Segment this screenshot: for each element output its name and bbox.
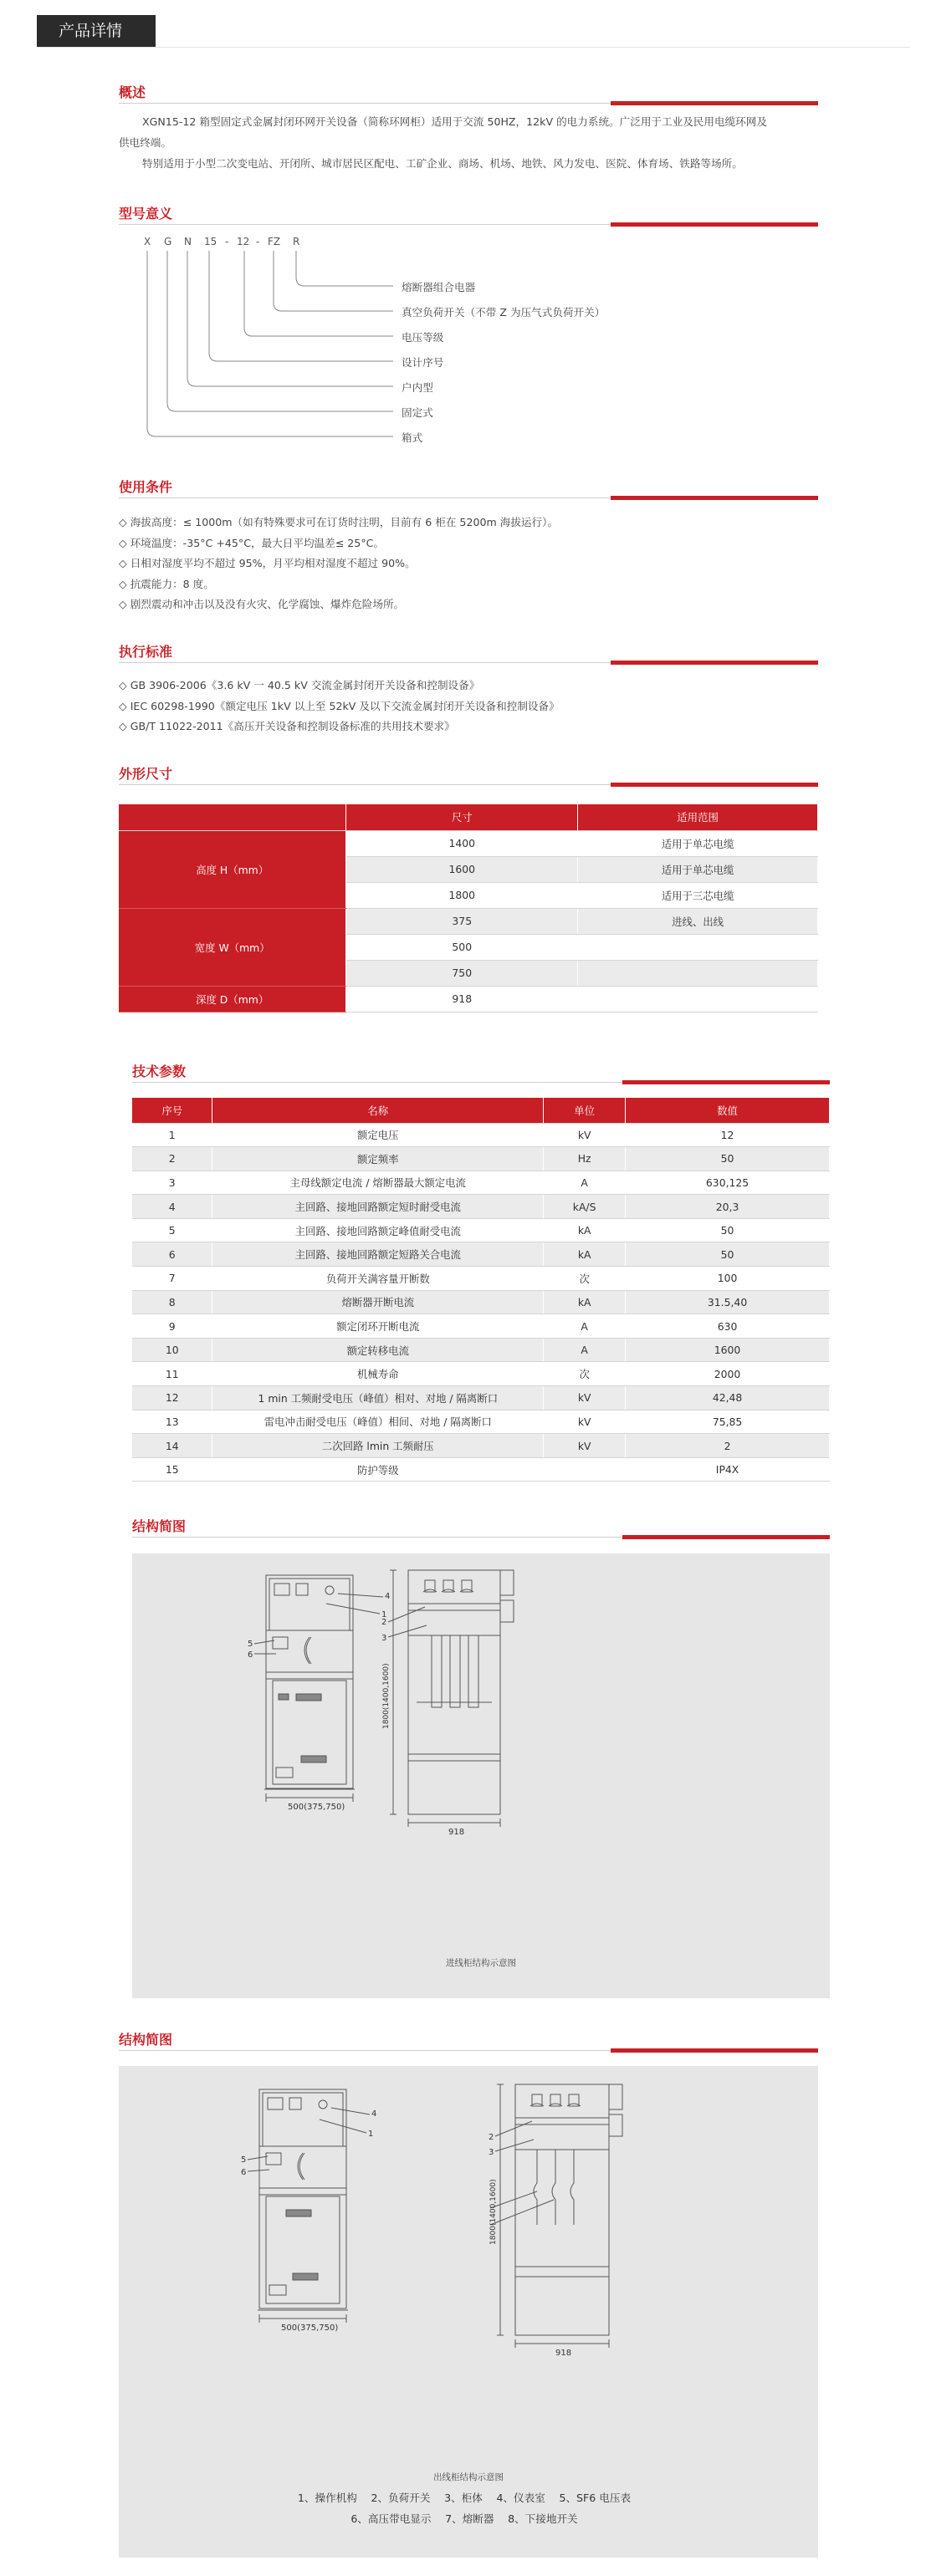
- section-title: 执行标准: [119, 644, 173, 660]
- section-title: 结构简图: [132, 1518, 187, 1534]
- depth-dimension: 918: [555, 2349, 572, 2358]
- table-header-cell: 尺寸: [346, 804, 578, 830]
- table-cell: 雷电冲击耐受电压（峰值）相间、对地 / 隔离断口: [212, 1410, 544, 1434]
- list-item: ◇ 抗震能力：8 度。: [119, 577, 214, 590]
- table-cell: 主回路、接地回路额定短路关合电流: [212, 1242, 544, 1267]
- table-cell: [578, 934, 818, 960]
- table-cell: 31.5,40: [626, 1290, 830, 1314]
- table-cell: kA: [544, 1290, 626, 1314]
- table-cell: [578, 960, 818, 986]
- table-cell: 42,48: [626, 1386, 830, 1410]
- table-cell: 次: [544, 1362, 626, 1386]
- overview-paragraph-1-cont: 供电终端。: [119, 136, 171, 149]
- model-letter: G: [164, 236, 172, 247]
- table-cell: 5: [132, 1218, 212, 1242]
- list-item: ◇ 日相对湿度平均不超过 95%，月平均相对湿度不超过 90%。: [119, 557, 416, 570]
- structure2-diagram-panel: [119, 2066, 818, 2558]
- model-letter: N: [184, 236, 192, 247]
- table-row: [132, 1123, 830, 1147]
- table-cell: 二次回路 lmin 工频耐压: [212, 1434, 544, 1458]
- table-cell: 630: [626, 1314, 830, 1339]
- section-title: 概述: [119, 84, 146, 100]
- table-cell: kA: [544, 1242, 626, 1267]
- table-cell: 50: [626, 1147, 830, 1171]
- table-cell: 10: [132, 1338, 212, 1362]
- list-item: ◇ IEC 60298-1990《额定电压 1kV 以上至 52kV 及以下交流金属封闭开关设备和控制设备》: [119, 699, 560, 712]
- model-label: 户内型: [402, 381, 433, 394]
- table-cell: 额定电压: [212, 1123, 544, 1147]
- table-row: [132, 1434, 830, 1458]
- table-cell: 2: [626, 1434, 830, 1458]
- table-header-cell: 序号: [132, 1098, 212, 1123]
- table-row: [132, 1338, 830, 1362]
- table-cell: 额定频率: [212, 1147, 544, 1171]
- table-cell: 主回路、接地回路额定峰值耐受电流: [212, 1218, 544, 1242]
- table-row: [132, 1410, 830, 1434]
- table-cell: 防护等级: [212, 1457, 544, 1482]
- model-label: 熔断器组合电器: [402, 281, 476, 293]
- section-title: 结构简图: [119, 2032, 173, 2048]
- section-title: 外形尺寸: [119, 766, 173, 782]
- list-item: ◇ GB 3906-2006《3.6 kV 一 40.5 kV 交流金属封闭开关设备和控制设备》: [119, 679, 480, 691]
- table-cell: 15: [132, 1457, 212, 1482]
- table-cell: 918: [346, 986, 578, 1012]
- model-label: 真空负荷开关（不带 Z 为压气式负荷开关）: [402, 306, 606, 319]
- table-cell: kV: [544, 1386, 626, 1410]
- table-cell: A: [544, 1314, 626, 1339]
- table-row: [132, 1267, 830, 1291]
- table-cell: kV: [544, 1434, 626, 1458]
- table-cell: 20,3: [626, 1195, 830, 1219]
- table-row: [132, 1314, 830, 1339]
- callout-number: 2: [381, 1618, 387, 1627]
- table-cell: 12: [132, 1386, 212, 1410]
- table-cell: 11: [132, 1362, 212, 1386]
- model-letter: -: [256, 236, 260, 247]
- tech-header: [132, 1061, 830, 1083]
- table-cell: 1 min 工频耐受电压（峰值）相对、对地 / 隔离断口: [212, 1386, 544, 1410]
- depth-dimension: 918: [448, 1828, 465, 1837]
- callout-number: 1: [368, 2130, 374, 2139]
- table-header-cell: [119, 804, 346, 830]
- table-cell: kV: [544, 1123, 626, 1147]
- model-letter: R: [293, 236, 300, 247]
- table-cell: 适用于单芯电缆: [578, 856, 818, 882]
- figure-caption: 出线柜结构示意图: [433, 2472, 504, 2482]
- list-item: ◇ 环境温度：-35°C +45°C，最大日平均温差≤ 25°C。: [119, 536, 385, 549]
- standards-header: [119, 641, 818, 663]
- table-cell: 4: [132, 1195, 212, 1219]
- table-row: [132, 1457, 830, 1482]
- table-cell: 12: [626, 1123, 830, 1147]
- table-row: [132, 1171, 830, 1195]
- callout-number: 1: [381, 1610, 387, 1620]
- conditions-list: [119, 513, 558, 615]
- model-label: 设计序号: [402, 356, 444, 369]
- structure2-header: [119, 2029, 818, 2051]
- dimensions-table: [119, 804, 818, 1013]
- table-cell: Hz: [544, 1147, 626, 1171]
- table-cell: 50: [626, 1218, 830, 1242]
- table-cell: 14: [132, 1434, 212, 1458]
- standards-list: [119, 676, 560, 737]
- table-cell: kA/S: [544, 1195, 626, 1219]
- table-cell: 次: [544, 1267, 626, 1291]
- callout-number: 2: [489, 2133, 494, 2142]
- table-cell: 500: [346, 934, 578, 960]
- callout-number: 4: [371, 2109, 377, 2119]
- section-title: 使用条件: [119, 479, 173, 495]
- structure1-header: [132, 1516, 830, 1538]
- callout-number: 4: [385, 1592, 391, 1601]
- section-title: 型号意义: [119, 206, 173, 222]
- structure2-drawing: [119, 2066, 818, 2558]
- structure1-diagram-panel: [132, 1553, 830, 1998]
- callout-number: 5: [241, 2155, 247, 2165]
- table-row: [132, 1218, 830, 1242]
- table-cell: 2000: [626, 1362, 830, 1386]
- list-item: ◇ 剧烈震动和冲击以及没有火灾、化学腐蚀、爆炸危险场所。: [119, 598, 405, 611]
- table-cell: 适用于三芯电缆: [578, 882, 818, 908]
- table-cell: 主母线额定电流 / 熔断器最大额定电流: [212, 1171, 544, 1195]
- table-cell: 1600: [346, 856, 578, 882]
- table-cell: 75,85: [626, 1410, 830, 1434]
- table-cell: 机械寿命: [212, 1362, 544, 1386]
- table-cell: 1600: [626, 1338, 830, 1362]
- model-letter: X: [144, 236, 151, 247]
- table-cell: [578, 986, 818, 1012]
- model-letter: 12: [237, 236, 250, 247]
- table-cell: kV: [544, 1410, 626, 1434]
- table-cell: 进线、出线: [578, 908, 818, 934]
- structure1-drawing: [132, 1553, 830, 1998]
- table-cell: IP4X: [626, 1457, 830, 1482]
- table-cell: 额定闭环开断电流: [212, 1314, 544, 1339]
- product-detail-tab[interactable]: 产品详情: [37, 15, 156, 47]
- model-letter: -: [225, 236, 229, 247]
- overview-paragraph-1: XGN15-12 箱型固定式金属封闭环网开关设备（简称环网柜）适用于交流 50HZ，12kV 的电力系统。广泛用于工业及民用电缆环网及: [142, 115, 767, 128]
- table-cell: 负荷开关满容量开断数: [212, 1267, 544, 1291]
- width-dimension: 500(375,750): [288, 1803, 345, 1812]
- table-cell: kA: [544, 1218, 626, 1242]
- table-header-cell: 单位: [544, 1098, 626, 1123]
- table-cell: 9: [132, 1314, 212, 1339]
- table-cell: 6: [132, 1242, 212, 1267]
- row-header: 宽度 W（mm）: [119, 908, 346, 986]
- table-cell: 1800: [346, 882, 578, 908]
- callout-number: 3: [381, 1634, 387, 1643]
- table-cell: 1400: [346, 830, 578, 856]
- row-header: 深度 D（mm）: [119, 986, 346, 1012]
- table-cell: 8: [132, 1290, 212, 1314]
- component-legend-line-1: 1、操作机构 2、负荷开关 3、柜体 4、仪表室 5、SF6 电压表: [297, 2492, 632, 2504]
- model-label: 电压等级: [402, 331, 444, 344]
- table-cell: A: [544, 1171, 626, 1195]
- list-item: ◇ 海拔高度：≤ 1000m（如有特殊要求可在订货时注明，目前有 6 柜在 5200m 海拔运行）。: [119, 516, 559, 528]
- table-cell: 100: [626, 1267, 830, 1291]
- height-dimension: 1800(1400,1600): [382, 1663, 391, 1729]
- table-row: [132, 1242, 830, 1267]
- table-cell: 375: [346, 908, 578, 934]
- section-title: 技术参数: [132, 1064, 187, 1079]
- callout-number: 6: [248, 1650, 253, 1660]
- table-cell: 1: [132, 1123, 212, 1147]
- table-header-cell: 数值: [626, 1098, 830, 1123]
- tech-params-table: [132, 1098, 830, 1482]
- table-header-cell: 适用范围: [578, 804, 818, 830]
- table-cell: 750: [346, 960, 578, 986]
- table-cell: 3: [132, 1171, 212, 1195]
- table-cell: 主回路、接地回路额定短时耐受电流: [212, 1195, 544, 1219]
- table-cell: [544, 1457, 626, 1482]
- callout-number: 5: [248, 1640, 253, 1649]
- list-item: ◇ GB/T 11022-2011《高压开关设备和控制设备标准的共用技术要求》: [119, 720, 455, 733]
- table-row: [132, 1290, 830, 1314]
- table-cell: 7: [132, 1267, 212, 1291]
- table-row: [132, 1195, 830, 1219]
- row-header: 高度 H（mm）: [119, 830, 346, 908]
- overview-paragraph-2: 特别适用于小型二次变电站、开闭所、城市居民区配电、工矿企业、商场、机场、地铁、风力发电、医院、体育场、铁路等场所。: [142, 157, 743, 170]
- dimensions-header: [119, 763, 818, 785]
- model-label: 箱式: [402, 431, 423, 444]
- model-label: 固定式: [402, 406, 433, 419]
- table-cell: 2: [132, 1147, 212, 1171]
- table-cell: 50: [626, 1242, 830, 1267]
- model-letter: FZ: [268, 236, 281, 247]
- model-connector-lines: [0, 0, 926, 468]
- table-cell: 适用于单芯电缆: [578, 830, 818, 856]
- callout-number: 6: [241, 2168, 247, 2177]
- table-cell: 额定转移电流: [212, 1338, 544, 1362]
- table-row: [132, 1386, 830, 1410]
- table-row: [132, 1362, 830, 1386]
- component-legend-line-2: 6、高压带电显示 7、熔断器 8、下接地开关: [350, 2512, 578, 2525]
- width-dimension: 500(375,750): [281, 2324, 339, 2333]
- table-cell: 630,125: [626, 1171, 830, 1195]
- figure-caption: 进线柜结构示意图: [446, 1958, 516, 1968]
- table-header-cell: 名称: [212, 1098, 544, 1123]
- table-cell: 13: [132, 1410, 212, 1434]
- model-letter: 15: [204, 236, 217, 247]
- table-cell: A: [544, 1338, 626, 1362]
- table-row: [132, 1147, 830, 1171]
- conditions-header: [119, 477, 818, 498]
- height-dimension: 1800(1400,1600): [489, 2179, 498, 2245]
- callout-number: 3: [489, 2148, 494, 2157]
- table-cell: 熔断器开断电流: [212, 1290, 544, 1314]
